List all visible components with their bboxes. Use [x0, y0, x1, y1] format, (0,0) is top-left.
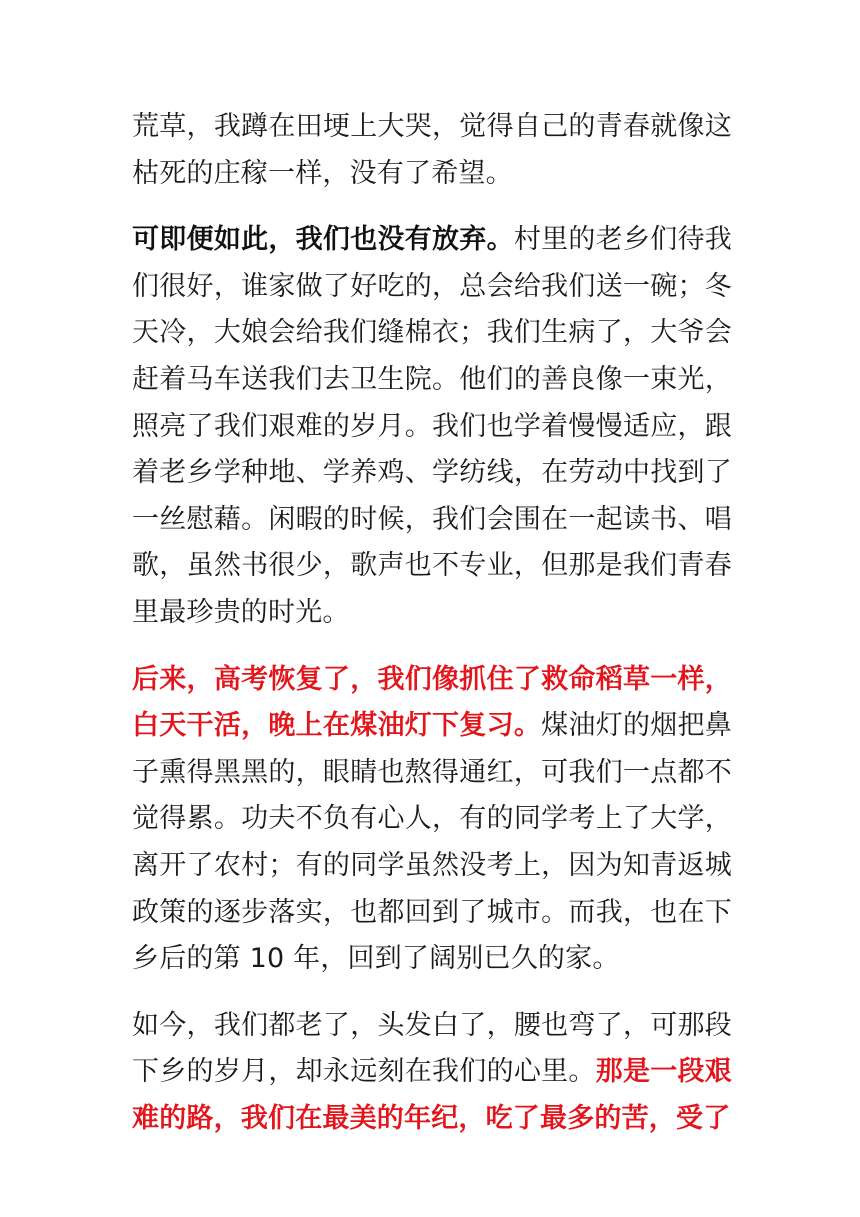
paragraph-2-bold-lead: 可即便如此，我们也没有放弃。	[132, 224, 514, 256]
paragraph-2-text: 村里的老乡们待我们很好，谁家做了好吃的，总会给我们送一碗；冬天冷，大娘会给我们缝棉衣；我们生病了，大爷会赶着马车送我们去卫生院。他们的善良像一束光，照亮了我们艰难的岁月。我们也学着慢慢适应，跟着老乡学种地、学养鸡、学纺线，在劳动中找到了一丝慰藉。闲暇的时候，我们会围在一起读书、唱歌，虽然书很少，歌声也不专业，但那是我们青春里最珍贵的时光。	[132, 224, 732, 628]
paragraph-2	[132, 217, 732, 636]
article-body	[132, 104, 732, 1162]
paragraph-1	[132, 104, 732, 197]
paragraph-4	[132, 1003, 732, 1143]
paragraph-4-red-highlight: 那是一段艰难的路，我们在最美的年纪，吃了最多的苦，受了	[132, 1056, 733, 1134]
paragraph-4-text: 如今，我们都老了，头发白了，腰也弯了，可那段下乡的岁月，却永远刻在我们的心里。	[132, 1009, 732, 1088]
paragraph-3-red-highlight: 后来，高考恢复了，我们像抓住了救命稻草一样，白天干活，晚上在煤油灯下复习。	[132, 663, 732, 742]
paragraph-3-text: 煤油灯的烟把鼻子熏得黑黑的，眼睛也熬得通红，可我们一点都不觉得累。功夫不负有心人，有的同学考上了大学，离开了农村；有的同学虽然没考上，因为知青返城政策的逐步落实，也都回到了城市。而我，也在下乡后的第 10 年，回到了阔别已久的家。	[132, 710, 732, 975]
paragraph-1-text: 荒草，我蹲在田埂上大哭，觉得自己的青春就像这枯死的庄稼一样，没有了希望。	[132, 111, 732, 189]
paragraph-3	[132, 657, 732, 983]
